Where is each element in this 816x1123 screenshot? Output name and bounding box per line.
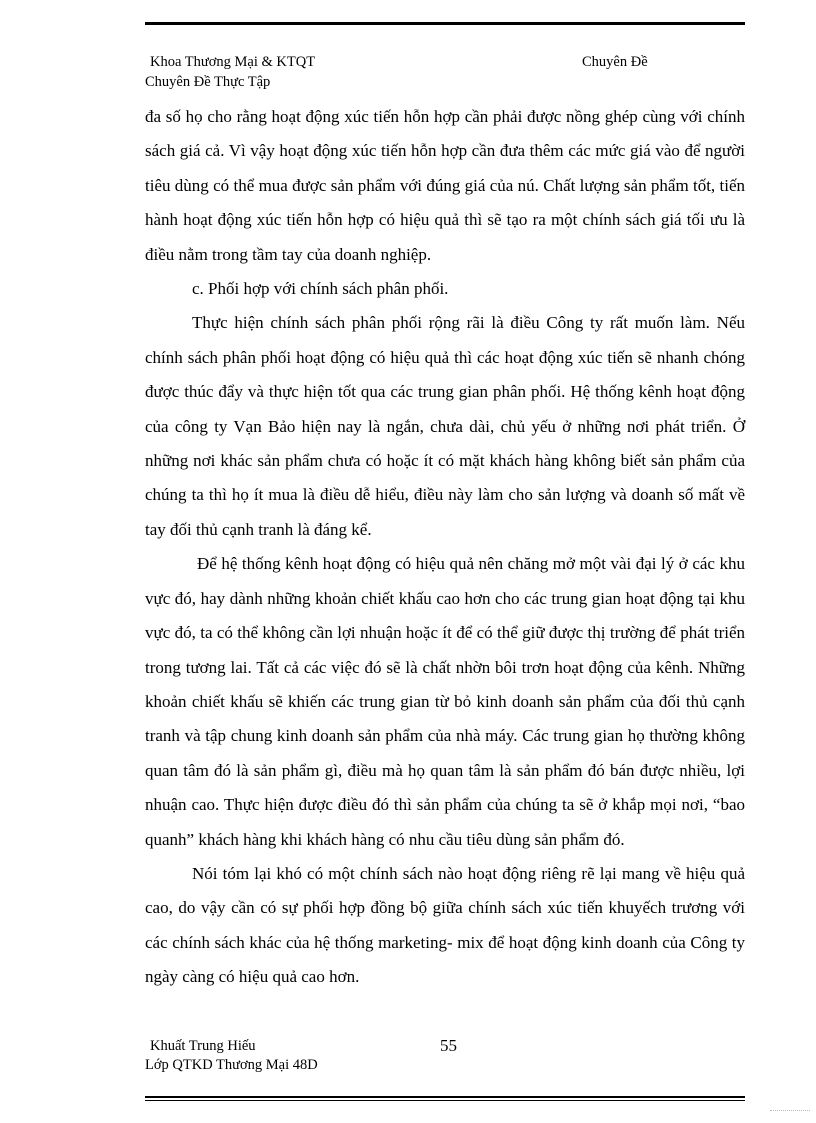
paragraph-5: Nói tóm lại khó có một chính sách nào hoạt động riêng rẽ lại mang về hiệu quả cao, do vậy cần có sự phối hợp đồng bộ giữa chính sách xúc tiến khuyếch trương với các chính sách khác của hệ thống marketing- mix để hoạt động kinh doanh của Công ty ngày càng có hiệu quả cao hơn. [145, 863, 745, 987]
paragraph-3: Thực hiện chính sách phân phối rộng rãi là điều Công ty rất muốn làm. Nếu chính sách phân phối hoạt động có hiệu quả thì các hoạt động xúc tiến sẽ nhanh chóng được thúc đẩy và thực hiện tốt qua các trung gian phân phối. Hệ thống kênh hoạt động của công ty Vạn Bảo hiện nay là ngắn, chưa dài, chủ yếu ở những nơi phát triển. Ở những nơi khác sản phẩm chưa có hoặc ít có mặt khách hàng không biết sản phẩm của chúng ta thì họ ít mua là điều dễ hiểu, điều này làm cho sản lượng và doanh số mất về tay đối thủ cạnh tranh là đáng kể. [145, 313, 745, 539]
footer-class: Lớp QTKD Thương Mại 48D [145, 1057, 318, 1073]
paragraph-1: đa số họ cho rằng hoạt động xúc tiến hỗn hợp cần phải được nồng ghép cùng với chính sách giá cả. Vì vậy hoạt động xúc tiến hỗn hợp cần đưa thêm các mức giá vào để người tiêu dùng có thể mua được sản phẩm với đúng giá của nú. Chất lượng sản phẩm tốt, tiến hành hoạt động xúc tiến hỗn hợp có hiệu quả thì sẽ tạo ra một chính sách giá tối ưu là điều nằm trong tầm tay của doanh nghiệp. [145, 107, 745, 264]
paragraph-2-heading: c. Phối hợp với chính sách phân phối. [192, 279, 449, 299]
footer-rule-thin [145, 1100, 745, 1101]
header-subtitle: Chuyên Đề Thực Tập [145, 74, 271, 90]
page-number: 55 [440, 1036, 457, 1055]
header-topic: Chuyên Đề [582, 54, 648, 70]
header-faculty: Khoa Thương Mại & KTQT [150, 54, 316, 70]
paragraph-4: Để hệ thống kênh hoạt động có hiệu quả nên chăng mở một vài đại lý ở các khu vực đó, hay dành những khoản chiết khấu cao hơn cho các trung gian hoạt động tại khu vực đó, ta có thể không cần lợi nhuận hoặc ít để có thể giữ được thị trường để phát triển trong tương lai. Tất cả các việc đó sẽ là chất nhờn bôi trơn hoạt động của kênh. Những khoản chiết khấu sẽ khiến các trung gian từ bỏ kinh doanh sản phẩm của đối thủ cạnh tranh và tập chung kinh doanh sản phẩm của nhà máy. Các trung gian họ thường không quan tâm đó là sản phẩm gì, điều mà họ quan tâm là sản phẩm đó bán được nhiều, lợi nhuận cao. Thực hiện được điều đó thì sản phẩm của chúng ta sẽ ở khắp mọi nơi, “bao quanh” khách hàng khi khách hàng có nhu cầu tiêu dùng sản phẩm đó. [145, 554, 745, 849]
footer-rule-thick [145, 1096, 745, 1098]
header-rule [145, 22, 745, 25]
footer-author: Khuất Trung Hiếu [150, 1038, 256, 1054]
corner-dotted-mark [770, 1110, 810, 1117]
document-body [145, 100, 745, 995]
